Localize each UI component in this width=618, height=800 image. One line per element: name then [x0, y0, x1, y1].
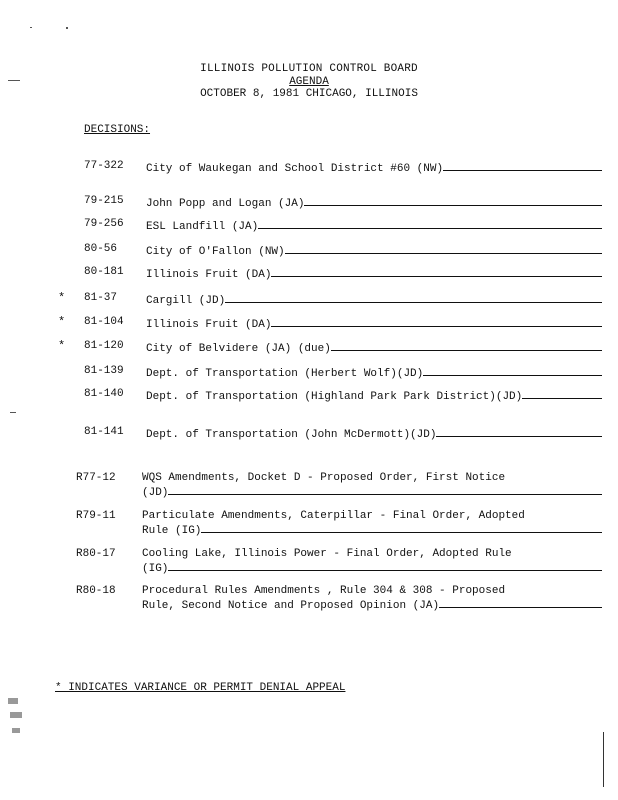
case-title: John Popp and Logan (JA) [146, 198, 305, 210]
docket-number: 81-141 [84, 426, 124, 438]
docket-number: 81-139 [84, 365, 124, 377]
regulation-title-line2 [142, 522, 602, 538]
regulation-title-line1: WQS Amendments, Docket D - Proposed Order, First Notice [142, 472, 506, 484]
docket-number: 80-181 [84, 266, 124, 278]
scan-speck [30, 27, 32, 28]
scan-speck [8, 698, 18, 704]
docket-number: 81-140 [84, 388, 124, 400]
signature-blank [168, 560, 602, 571]
docket-number: 79-215 [84, 195, 124, 207]
regulation-docket: R77-12 [76, 472, 116, 484]
board-name: ILLINOIS POLLUTION CONTROL BOARD [200, 63, 418, 75]
decision-item [146, 195, 602, 211]
signature-blank [439, 597, 602, 608]
variance-marker: * [58, 291, 66, 305]
scan-edge-line [603, 732, 604, 787]
docket-number: 81-37 [84, 292, 118, 304]
regulation-title-cont: Rule, Second Notice and Proposed Opinion (JA) [142, 600, 440, 612]
docket-number: 81-104 [84, 316, 124, 328]
regulation-docket: R80-17 [76, 548, 116, 560]
docket-number: 77-322 [84, 160, 124, 172]
variance-marker: * [58, 339, 66, 353]
signature-blank [443, 160, 602, 171]
decision-item [146, 218, 602, 234]
regulation-title-line2 [142, 484, 602, 500]
scan-speck [10, 712, 22, 718]
regulation-title-cont: (IG) [142, 563, 169, 575]
regulation-title-line1: Particulate Amendments, Caterpillar - Final Order, Adopted [142, 510, 525, 522]
case-title: City of Waukegan and School District #60 (NW) [146, 163, 444, 175]
regulation-title-line1: Procedural Rules Amendments , Rule 304 & 308 - Proposed [142, 585, 506, 597]
decision-item [146, 266, 602, 282]
signature-blank [304, 195, 602, 206]
case-title: Dept. of Transportation (John McDermott)(JD) [146, 429, 437, 441]
decision-item [146, 340, 602, 356]
case-title: Dept. of Transportation (Herbert Wolf)(JD) [146, 368, 424, 380]
signature-blank [258, 218, 602, 229]
decision-item [146, 388, 602, 404]
scan-speck [66, 27, 68, 29]
signature-blank [168, 484, 602, 495]
docket-number: 81-120 [84, 340, 124, 352]
agenda-title: AGENDA [289, 76, 329, 88]
docket-number: 79-256 [84, 218, 124, 230]
regulation-title-cont: (JD) [142, 487, 169, 499]
decision-item [146, 243, 602, 259]
regulation-docket: R79-11 [76, 510, 116, 522]
scan-speck [12, 728, 20, 733]
case-title: Cargill (JD) [146, 295, 226, 307]
decision-item [146, 292, 602, 308]
scan-speck [10, 412, 16, 413]
regulation-title-line1: Cooling Lake, Illinois Power - Final Order, Adopted Rule [142, 548, 512, 560]
decision-item [146, 365, 602, 381]
regulation-docket: R80-18 [76, 585, 116, 597]
regulation-title-line2 [142, 597, 602, 613]
signature-blank [522, 388, 602, 399]
case-title: City of O'Fallon (NW) [146, 246, 285, 258]
signature-blank [271, 266, 602, 277]
decision-item [146, 316, 602, 332]
regulation-title-cont: Rule (IG) [142, 525, 202, 537]
case-title: City of Belvidere (JA) (due) [146, 343, 331, 355]
decision-item [146, 160, 602, 176]
decision-item [146, 426, 602, 442]
variance-marker: * [58, 315, 66, 329]
meeting-date-location: OCTOBER 8, 1981 CHICAGO, ILLINOIS [200, 88, 418, 100]
signature-blank [436, 426, 602, 437]
signature-blank [271, 316, 602, 327]
case-title: Illinois Fruit (DA) [146, 269, 272, 281]
signature-blank [423, 365, 602, 376]
footnote: * INDICATES VARIANCE OR PERMIT DENIAL APPEAL [55, 682, 346, 694]
case-title: ESL Landfill (JA) [146, 221, 259, 233]
scan-speck [8, 80, 20, 81]
decisions-heading: DECISIONS: [84, 124, 151, 136]
regulation-title-line2 [142, 560, 602, 576]
signature-blank [285, 243, 602, 254]
signature-blank [331, 340, 602, 351]
signature-blank [225, 292, 602, 303]
case-title: Dept. of Transportation (Highland Park Park District)(JD) [146, 391, 523, 403]
case-title: Illinois Fruit (DA) [146, 319, 272, 331]
docket-number: 80-56 [84, 243, 118, 255]
signature-blank [201, 522, 602, 533]
